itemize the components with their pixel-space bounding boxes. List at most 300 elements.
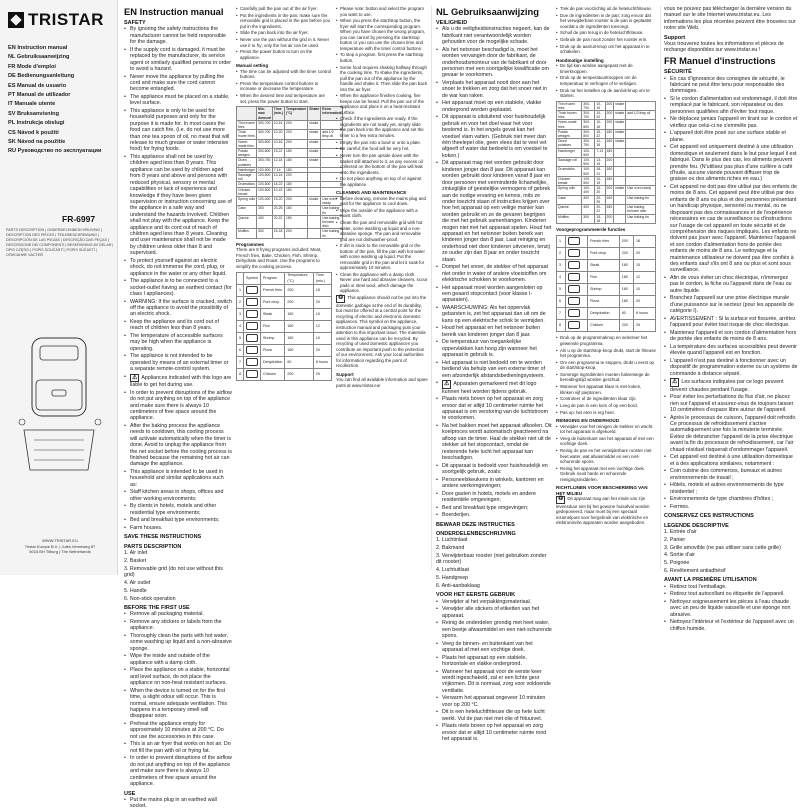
list-item: • ⚠ Les surfaces indiquées par ce logo peuvent devenir chaudes pendant l'usage.	[664, 378, 798, 393]
table-row	[237, 172, 343, 181]
table-cell	[626, 148, 656, 157]
table-cell: 10-16	[272, 120, 284, 129]
list-item: • Om een programma te stoppen, drukt u eerst op de start/stop-knop.	[556, 360, 656, 371]
list-item: • Het apparaat moet op een stabiele, vlakke ondergrond worden geplaatst.	[436, 100, 552, 113]
table-cell: Dehydration	[261, 357, 285, 369]
list-item: • Druk na het instellen op de aan/uit-knop om te starten.	[556, 88, 656, 99]
table-header-cell	[237, 107, 257, 121]
list-item: • Pour éviter les perturbations du flux d'air, ne placez rien sur l'appareil et assurez-vous de toujours laisser 10 centimètres d'espace libre autour de l'appareil.	[664, 394, 798, 413]
table-cell: 200	[285, 120, 308, 129]
table-row	[557, 148, 656, 157]
table-row	[237, 139, 343, 148]
list-item: • Reinig het apparaat met een vochtige doek. Gebruik nooit harde en schurende reinigingsmiddelen.	[556, 466, 656, 483]
table-cell: Fish	[588, 272, 620, 284]
table-cell: 180	[619, 272, 633, 284]
table-cell: 10	[313, 333, 331, 345]
list-item: • Thoroughly clean the parts with hot water, some washing up liquid and a non-abrasive sponge.	[124, 633, 232, 652]
table-cell: 12-18	[595, 139, 605, 148]
table-cell: Dehydration	[588, 308, 620, 320]
fr-before-list	[664, 584, 798, 632]
table-cell	[614, 214, 626, 223]
list-item: • In order to prevent disruptions of the airflow do not put anything on top of the appliance and make sure there is always 10 centimeters of free space around the appliance.	[124, 390, 232, 422]
table-cell: 200	[285, 369, 313, 381]
table-cell: 200	[285, 229, 308, 238]
table-cell: 200	[619, 236, 633, 248]
list-item: • When you press the start/stop button, the fryer will start the corresponding program. When you have chosen the wrong program, you can cancel by pressing the start/stop button or you can use the chosen time and temperature with the timer control buttons.	[336, 18, 428, 51]
list-item: • Clean the pan and removable grid with hot water, some washing up liquid and a non-abrasive sponge. The pan and removable grid are not dishwasher-proof.	[336, 220, 428, 242]
language-item: PT Manual de utilizador	[8, 92, 71, 99]
page-divider	[431, 6, 432, 569]
list-item: • Press the temperature control buttons to increase or decrease the temperature.	[236, 81, 332, 92]
table-row	[557, 158, 656, 167]
table-cell: 60	[619, 308, 633, 320]
table-cell: 15	[313, 309, 331, 321]
table-cell: 10-15	[272, 187, 284, 196]
en-manual-steps	[236, 69, 332, 104]
table-cell: 180	[605, 176, 614, 185]
table-cell: 20-22	[272, 215, 284, 229]
table-cell: 4	[237, 321, 244, 333]
table-cell: 7-14	[595, 148, 605, 157]
list-item: • Please note: button and select the program you want to use.	[336, 6, 428, 17]
list-item: • Never turn the pan upside down with the basket still attached to it, as any excess oil collected on the bottom of the pan will leak onto the ingredients.	[336, 153, 428, 175]
list-item: • De tijd kan worden aangepast met de timerknoppen.	[556, 63, 656, 74]
en-safety-list	[124, 26, 232, 531]
recycle-bin-icon: ♻	[558, 496, 564, 503]
language-item: PL Instrukcja obslugi	[8, 120, 65, 127]
table-header-row	[237, 107, 343, 121]
list-item: • If the supply cord is damaged, it must be replaced by the manufacturer, its service agent or similarly qualified persons in order to avoid a hazard.	[124, 47, 232, 73]
table-cell: 100-500	[257, 182, 271, 187]
table-row	[557, 186, 656, 195]
list-item: • Druk op de programmaknop en selecteer het gewenste programma.	[556, 335, 656, 346]
table-cell: Quiche	[237, 215, 257, 229]
table-cell: Pizza	[261, 345, 285, 357]
table-cell: 2	[557, 248, 566, 260]
list-item: • The appliance must be placed on a stable, level surface.	[124, 94, 232, 107]
list-item: • Het apparaat moet worden aangesloten op een geaard stopcontact (voor klasse I-apparaten).	[436, 285, 552, 304]
table-cell: Hamburger	[557, 148, 582, 157]
table-cell: 15-22	[272, 148, 284, 157]
table-cell: Home-made fries	[237, 139, 257, 148]
list-item: • Slide the pan back into the air fryer.	[236, 30, 332, 36]
table-cell: 18	[313, 285, 331, 297]
brand-name: TRISTAR	[28, 10, 104, 29]
table-cell: add 1/2 tbsp oil	[321, 130, 343, 139]
list-item: • This appliance is intended to be used in household and similar applications such as:	[124, 469, 232, 488]
table-row	[237, 345, 332, 357]
fr-safety-list	[664, 76, 798, 511]
table-row	[237, 229, 343, 238]
table-cell: 100-500	[582, 176, 595, 185]
nl-save-instructions: BEWAAR DEZE INSTRUCTIES	[436, 521, 515, 528]
list-item: • AVERTISSEMENT : Si la surface est fissurée, arrêtez l'appareil pour éviter tout risque de choc électrique.	[664, 316, 798, 329]
table-cell: shake	[614, 111, 626, 120]
list-item: • Some food requires shaking halfway through the cooking time. To shake the ingredients, pull the pan out of the appliance by the handle and shake it. Then slide the pan back into the air fryer.	[336, 65, 428, 93]
table-cell: shake	[614, 139, 626, 148]
table-cell: 18-22	[272, 182, 284, 187]
nl-cooking-table	[556, 101, 656, 224]
logo-mark-icon	[8, 12, 24, 28]
table-cell	[626, 129, 656, 138]
program-symbol-icon	[246, 298, 258, 306]
table-row	[237, 148, 343, 157]
list-item: • Sommige ingrediënten moeten halverwege de bereidingstijd worden geschud.	[556, 372, 656, 383]
table-cell: 20-25	[272, 206, 284, 215]
table-cell: 300-700	[256, 120, 272, 129]
table-cell	[308, 229, 321, 238]
table-cell: Spring rolls	[557, 186, 582, 195]
table-cell: Thick frozen fries	[238, 130, 255, 139]
table-cell: shake	[614, 129, 626, 138]
table-row	[557, 284, 656, 296]
table-cell: 300	[582, 195, 595, 204]
list-item: • To protect yourself against an electric shock, do not immerse the cord, plug, or appliance in the water or any other liquid.	[124, 258, 232, 277]
table-cell: 10-16	[595, 120, 605, 129]
table-cell: 300-800	[582, 129, 595, 138]
en-disposal-text: ♻ This appliance should not be put into the domestic garbage at the end of its durability, but must be offered at a central point for the recycling of electric and electronic domestic appliances. This symbol on the appliance, instruction manual and packaging puts your attention to this important issue. The materials used in this appliance can be recycled. By recycling of used domestic appliances you contribute an important push to the protection of our environment. Ask your local authorities for information regarding the point of recollection.	[336, 295, 427, 369]
fr-support-heading: Support	[664, 34, 686, 41]
en-before-heading: BEFORE THE FIRST USE	[124, 605, 190, 612]
language-item: CS Návod k použití	[8, 129, 59, 136]
table-row	[557, 214, 656, 223]
table-cell: 15-22	[595, 129, 605, 138]
list-item: • Press the power button to turn on the appliance.	[236, 49, 332, 60]
table-cell	[566, 272, 588, 284]
table-row	[557, 195, 656, 204]
list-item: • Leeg de pan in een kom of op een bord.	[556, 403, 656, 409]
table-cell	[614, 195, 626, 204]
nl-manual-setting: Handmatige instelling	[556, 57, 604, 63]
table-cell: Muffins	[557, 214, 582, 223]
table-cell: Use baking tin	[321, 206, 343, 215]
table-cell: 15	[633, 260, 655, 272]
list-item: • Farm houses.	[124, 525, 232, 531]
nl-program-notes	[556, 335, 656, 415]
nl-part: 5. Handgreep	[436, 575, 469, 582]
nl-page-title: NL Gebruiksaanwijzing	[436, 6, 539, 17]
hot-surface-icon: ⚠	[132, 374, 138, 381]
list-item: • Boerderijen.	[436, 512, 552, 518]
table-cell	[614, 148, 626, 157]
list-item: • If dirt is stuck to the removable grid or the bottom of the pan, fill the pan with hot water with some washing up liquid. Put the removable grid in the pan and let it soak for approximately 10 minutes.	[336, 243, 428, 271]
en-part: 3. Removable grid (do not use without this grid)	[124, 565, 223, 579]
list-item: • Clean the appliance with a damp cloth. Never use hard and abrasive cleaners, scour pads or steel wool, which damage the appliance.	[336, 272, 428, 294]
table-cell	[244, 345, 261, 357]
fr-part: 4. Sortie d'air	[664, 552, 696, 559]
table-cell: 200	[605, 214, 614, 223]
en-use-steps	[236, 6, 332, 60]
nl-part: 2. Bakmand	[436, 545, 465, 552]
table-cell: Pork chop	[261, 297, 285, 309]
table-cell: Use baking tin/oven dish	[321, 215, 343, 229]
table-cell: 15-20	[272, 196, 284, 205]
table-cell	[308, 187, 321, 196]
list-item: • Put the mains plug in an earthed wall socket.	[124, 797, 232, 810]
table-cell: 15-18	[595, 214, 605, 223]
en-column-2	[236, 6, 341, 384]
table-cell: 100-400	[582, 186, 595, 195]
table-cell: 7	[237, 357, 244, 369]
table-cell: 6	[557, 296, 566, 308]
nl-programs-table-body	[557, 236, 656, 332]
list-item: • Remove all packaging material.	[124, 611, 232, 617]
program-symbol-icon	[568, 261, 580, 269]
en-use-heading: USE	[124, 790, 136, 797]
list-item: • Fermes.	[664, 504, 798, 510]
recycle-bin-icon: ♻	[338, 295, 344, 302]
table-cell: 8	[557, 320, 566, 332]
en-save-instructions: SAVE THESE INSTRUCTIONS	[124, 534, 202, 541]
list-item: • Verwarm het apparaat ongeveer 10 minuten voor op 200 °C.	[436, 695, 552, 708]
table-cell: 18	[633, 236, 655, 248]
list-item: • L'appareil doit être posé sur une surface stable et plane.	[664, 130, 798, 143]
table-row	[237, 130, 343, 139]
table-header-cell: Time (min.)	[313, 273, 331, 285]
language-item: SK Návod na použitie	[8, 139, 66, 146]
table-cell: 300-750	[582, 139, 595, 148]
list-item: • Ne déplacez jamais l'appareil en tirant sur le cordon et vérifiez que celui-ci ne s'emmêle pas.	[664, 116, 798, 129]
list-item: • Reinig de onderdelen grondig met heet water, een beetje afwasmiddel en een niet-schurende spons.	[436, 620, 552, 639]
table-cell	[614, 167, 626, 176]
list-item: • Bed and breakfast type environments;	[124, 517, 232, 523]
table-cell: 200	[619, 320, 633, 332]
list-item: • Door gasten in hotels, motels en andere residentiële omgevingen;	[436, 491, 552, 504]
language-item: EN Instruction manual	[8, 45, 68, 51]
table-cell: Fish	[261, 321, 285, 333]
table-cell: 10-16	[595, 101, 605, 110]
list-item: • Verwijder alle stickers of etiketten van het apparaat.	[436, 606, 552, 619]
table-cell: shake	[614, 101, 626, 110]
table-cell: 180	[605, 205, 614, 214]
nl-cleaning-heading: REINIGING EN ONDERHOUD	[556, 418, 620, 424]
list-item: • De temperatuur van toegankelijke oppervlakken kan hoog zijn wanneer het apparaat in gebruik is.	[436, 339, 552, 358]
cover-panel	[0, 0, 118, 575]
table-cell	[244, 369, 261, 381]
table-cell: 180	[285, 321, 313, 333]
nl-safety-heading: VEILIGHEID	[436, 20, 468, 26]
list-item: • By ignoring the safety instructions the manufacturer cannot be held responsible for the damage.	[124, 26, 232, 45]
list-item: • Nettoyez soigneusement les pièces à l'eau chaude avec un peu de liquide vaisselle et une éponge non abrasive.	[664, 599, 798, 618]
table-header-row	[237, 273, 332, 285]
table-cell: Cake	[557, 195, 582, 204]
nl-column-2	[556, 6, 656, 527]
nl-safety-list	[436, 26, 552, 518]
list-item: • Personeelskeukens in winkels, kantoren en andere werkomgevingen;	[436, 477, 552, 490]
list-item: • Doe de ingrediënten in de pan; zorg ervoor dat het verwijderbare rooster in de pan is geplaatst voordat u de ingrediënten toevoegt.	[556, 13, 656, 30]
list-item: • L'appareil n'est pas destiné à fonctionner avec un dispositif de programmation externe ou un système de commande à distance séparé.	[664, 358, 798, 377]
table-cell: 13-15	[272, 172, 284, 181]
table-cell	[566, 236, 588, 248]
table-header-cell	[237, 273, 244, 285]
list-item: • The appliance is not intended to be operated by means of an external timer or a separate remote-control system.	[124, 353, 232, 372]
table-cell: Hamburger	[238, 167, 255, 172]
program-symbol-icon	[246, 346, 258, 354]
fr-support-text: Vous trouverez toutes les informations et pièces de rechange disponibles sur www.tristar.eu !	[664, 41, 784, 54]
list-item: • Si le cordon d'alimentation est endommagé, il doit être remplacé par le fabricant, son réparateur ou des personnes qualifiées afin d'éviter tout risque.	[664, 96, 798, 115]
en-column-1	[124, 6, 232, 811]
table-cell: 10-20	[595, 111, 605, 120]
table-cell: Shrimp	[261, 333, 285, 345]
table-cell	[244, 285, 261, 297]
table-cell	[244, 297, 261, 309]
nl-column-1	[436, 6, 552, 744]
table-cell: Muffins	[237, 229, 257, 238]
fr-part: 5. Poignée	[664, 560, 690, 567]
table-header-cell: Temperature (°C)	[285, 107, 308, 121]
table-cell: 1	[237, 285, 244, 297]
en-part: 6. Non-stick operation	[124, 595, 176, 602]
table-cell: 200	[619, 248, 633, 260]
table-cell: 15-20	[595, 186, 605, 195]
table-cell: shake	[308, 130, 321, 139]
program-symbol-icon	[246, 310, 258, 318]
table-header-cell: Shake	[308, 107, 321, 121]
table-cell: Use baking tin	[626, 214, 656, 223]
table-cell: Quiche	[557, 205, 582, 214]
table-cell: 180	[285, 187, 308, 196]
table-cell: 20-25	[595, 195, 605, 204]
table-cell: 8	[237, 369, 244, 381]
list-item: • Het apparaat is niet bedoeld om te worden bediend via behulp van een externe timer of een afzonderlijk afstandsbedieningsysteem.	[436, 360, 552, 379]
list-item: • Empty the pan into a bowl or onto a plate.	[336, 140, 428, 146]
list-item: • In order to prevent disruptions of the airflow do not put anything on top of the appliance and make sure there is always 10 centimeters of free space around the appliance.	[124, 755, 232, 787]
table-row	[237, 215, 343, 229]
table-row	[557, 139, 656, 148]
table-cell: Use oven ready	[626, 186, 656, 195]
list-item: • Druk op de temperatuurknoppen om de temperatuur te verhogen of te verlagen.	[556, 75, 656, 86]
table-cell	[244, 309, 261, 321]
table-cell: 100-500	[582, 167, 595, 176]
en-programs-table-body	[237, 285, 332, 381]
table-cell: Home-made fries	[557, 120, 582, 129]
list-item: • Never move the appliance by pulling the cord and make sure the cord cannot become entangled.	[124, 74, 232, 93]
table-row	[237, 333, 332, 345]
table-cell: Thick frozen fries	[557, 111, 582, 120]
hot-surface-icon: ⚠	[444, 381, 450, 388]
table-cell: 20	[313, 345, 331, 357]
table-row	[237, 369, 332, 381]
table-cell: 200	[285, 297, 313, 309]
list-item: • Environnements de type chambres d'hôtes ;	[664, 496, 798, 502]
table-cell: 180	[619, 284, 633, 296]
table-cell: Pizza	[588, 296, 620, 308]
table-cell: 20-22	[595, 205, 605, 214]
table-cell: shake	[614, 120, 626, 129]
list-item: • Retirez tout l'emballage.	[664, 584, 798, 590]
table-cell	[308, 172, 321, 181]
table-row	[237, 196, 343, 205]
table-cell: 200	[285, 285, 313, 297]
table-row	[237, 309, 332, 321]
en-support-text: You can find all available information and spare parts at www.tristar.eu!	[336, 377, 428, 388]
table-row	[237, 206, 343, 215]
list-item: • Dit apparaat mag niet worden gebruikt door kinderen jonger dan 8 jaar. Dit apparaat kan worden gebruikt door kinderen vanaf 8 jaar en door personen met verminderde lichamelijke, zintuiglijke of geestelijke vermogens of gebrek aan de nodige ervaring en kennis, mits ze onder toezicht staan of instructies krijgen over hoe het apparaat op een veilige manier kan worden gebruikt en ze de gevaren begrijpen die met het gebruik samenhangen. Kinderen mogen niet met het apparaat spelen. Houd het apparaat en het netsnoer buiten bereik van kinderen jonger dan 8 jaar. Laat reiniging en onderhoud niet door kinderen uitvoeren, tenzij ze ouder zijn dan 8 jaar en onder toezicht staan.	[436, 160, 552, 263]
table-row	[557, 205, 656, 214]
table-cell: 300-800	[256, 148, 272, 157]
nl-part: 4. Luchtuitlaat	[436, 567, 469, 574]
table-cell: Use baking tin	[321, 229, 343, 238]
list-item: • Bed and breakfast type omgevingen;	[436, 505, 552, 511]
list-item: • Houd het apparaat en het netsnoer buiten bereik van kinderen jonger dan 8 jaar.	[436, 325, 552, 338]
table-cell: French fries	[261, 285, 285, 297]
table-cell: Use baking tin	[626, 195, 656, 204]
table-cell: 180	[619, 260, 633, 272]
list-item: • Afin de vous éviter un choc électrique, n'immergez pas le cordon, la fiche ou l'appareil dans de l'eau ou autre liquide.	[664, 275, 798, 294]
table-cell: 7-14	[272, 167, 284, 172]
nl-part: 3. Verwijderbaar rooster (niet gebruiken zonder dit rooster)	[436, 553, 547, 566]
list-item: • Verwijder voor het reinigen de stekker en wacht tot het apparaat is afgekoeld.	[556, 424, 656, 435]
table-cell: add 1/2 tbsp oil	[626, 111, 656, 120]
list-item: • Dit is een heteluchtfriteuse die op hete lucht werkt. Vul de pan niet met olie of frituurvet.	[436, 709, 552, 722]
table-row	[557, 101, 656, 110]
table-cell: 300-700	[256, 130, 272, 139]
table-row	[237, 120, 343, 129]
table-cell: Potato wedges	[237, 148, 257, 157]
table-cell	[614, 158, 626, 167]
table-cell: 180	[605, 148, 614, 157]
list-item: • After the baking process the appliance needs to cooldown, this cooling process will activate automatically when the timer is done. Avoid to unplug the appliance from the net socket before the cooling process is finished because the remaining hot air can damage the appliance.	[124, 423, 232, 468]
table-cell	[566, 308, 588, 320]
nl-part: 1. Luchtinlaat	[436, 537, 468, 544]
table-cell: 20	[633, 248, 655, 260]
list-item: • Plaats niets boven op het apparaat en zorg ervoor dat er altijd 10 centimeter ruimte rond het apparaat is.	[436, 723, 552, 742]
table-row	[557, 176, 656, 185]
table-cell: 100-400	[256, 196, 272, 205]
table-cell: 200	[285, 139, 308, 148]
table-cell: Chicken breast	[557, 176, 582, 185]
nl-parts-title: ONDERDELENBESCHRIJVING	[436, 531, 516, 538]
fr-intro-text: vous ne pouvez pas télécharger la dernière version du manuel sur le site Internet www.tristar.eu. Les informations les plus récentes peuvent être trouvées sur notre site Web.	[664, 6, 796, 32]
program-symbol-icon	[568, 273, 580, 281]
list-item: • Keep the appliance and its cord out of reach of children less than 8 years.	[124, 319, 232, 332]
language-item: DE Bedienungsanleitung	[8, 73, 75, 80]
table-cell	[244, 321, 261, 333]
en-cleaning-heading: CLEANING AND MAINTENANCE	[336, 190, 407, 196]
en-program-notes	[336, 6, 428, 187]
table-cell: shake	[308, 139, 321, 148]
table-cell: 200	[285, 172, 308, 181]
list-item: • Gebruik de pan nooit zonder het rooster erin.	[556, 37, 656, 43]
table-cell: 400	[582, 205, 595, 214]
en-cooking-table	[236, 106, 343, 239]
list-item: • WARNING: If the surface is cracked, switch off the appliance to avoid the possibility of an electric shock.	[124, 299, 232, 318]
list-item: • Na het bakken moet het apparaat afkoelen. Dit koelproces wordt automatisch geactiveerd na afloop van de timer. Haal de stekker niet uit de stekker uit het stopcontact, omdat de resterende hete lucht het apparaat kan beschadigen.	[436, 423, 552, 461]
table-cell: 3	[237, 309, 244, 321]
list-item: • Verplaats het apparaat nooit door aan het snoer te trekken en zorg dat het snoer niet in de war kan raken.	[436, 80, 552, 99]
table-cell	[626, 101, 656, 110]
list-item: • Als het netsnoer beschadigd is, moet het worden vervangen door de fabrikant, de onderhoudsmonteur van de fabrikant of door personen met een soortgelijke kwalificatie om gevaar te voorkomen.	[436, 47, 552, 79]
table-cell: 300-700	[582, 111, 595, 120]
table-row	[557, 111, 656, 120]
list-item: • Do not place anything on top of or against the appliance.	[336, 176, 428, 187]
website: WWW.TRISTAR.EU	[42, 538, 78, 543]
table-cell: 180	[285, 148, 308, 157]
table-cell: 5	[557, 284, 566, 296]
list-item: • To stop a program, first press the start/stop button.	[336, 52, 428, 63]
table-cell	[614, 176, 626, 185]
program-symbol-icon	[568, 285, 580, 293]
list-item: • Wanneer het apparaat klaar is met koken, klinken vijf pieptonen.	[556, 384, 656, 395]
list-item: • Wipe the outside of the appliance with a moist cloth.	[336, 208, 428, 219]
table-cell: 300-750	[256, 158, 272, 167]
table-cell	[566, 248, 588, 260]
table-cell: Cake	[237, 206, 257, 215]
language-item: FR Mode d'emploi	[8, 63, 56, 70]
table-cell: 200	[285, 130, 308, 139]
list-item: • Cet appareil est destiné à une utilisation domestique et à des applications similaires, notamment :	[664, 454, 798, 467]
list-item: • ⚠ Appliances indicated with this logo are liable to get hot during use.	[124, 374, 232, 389]
